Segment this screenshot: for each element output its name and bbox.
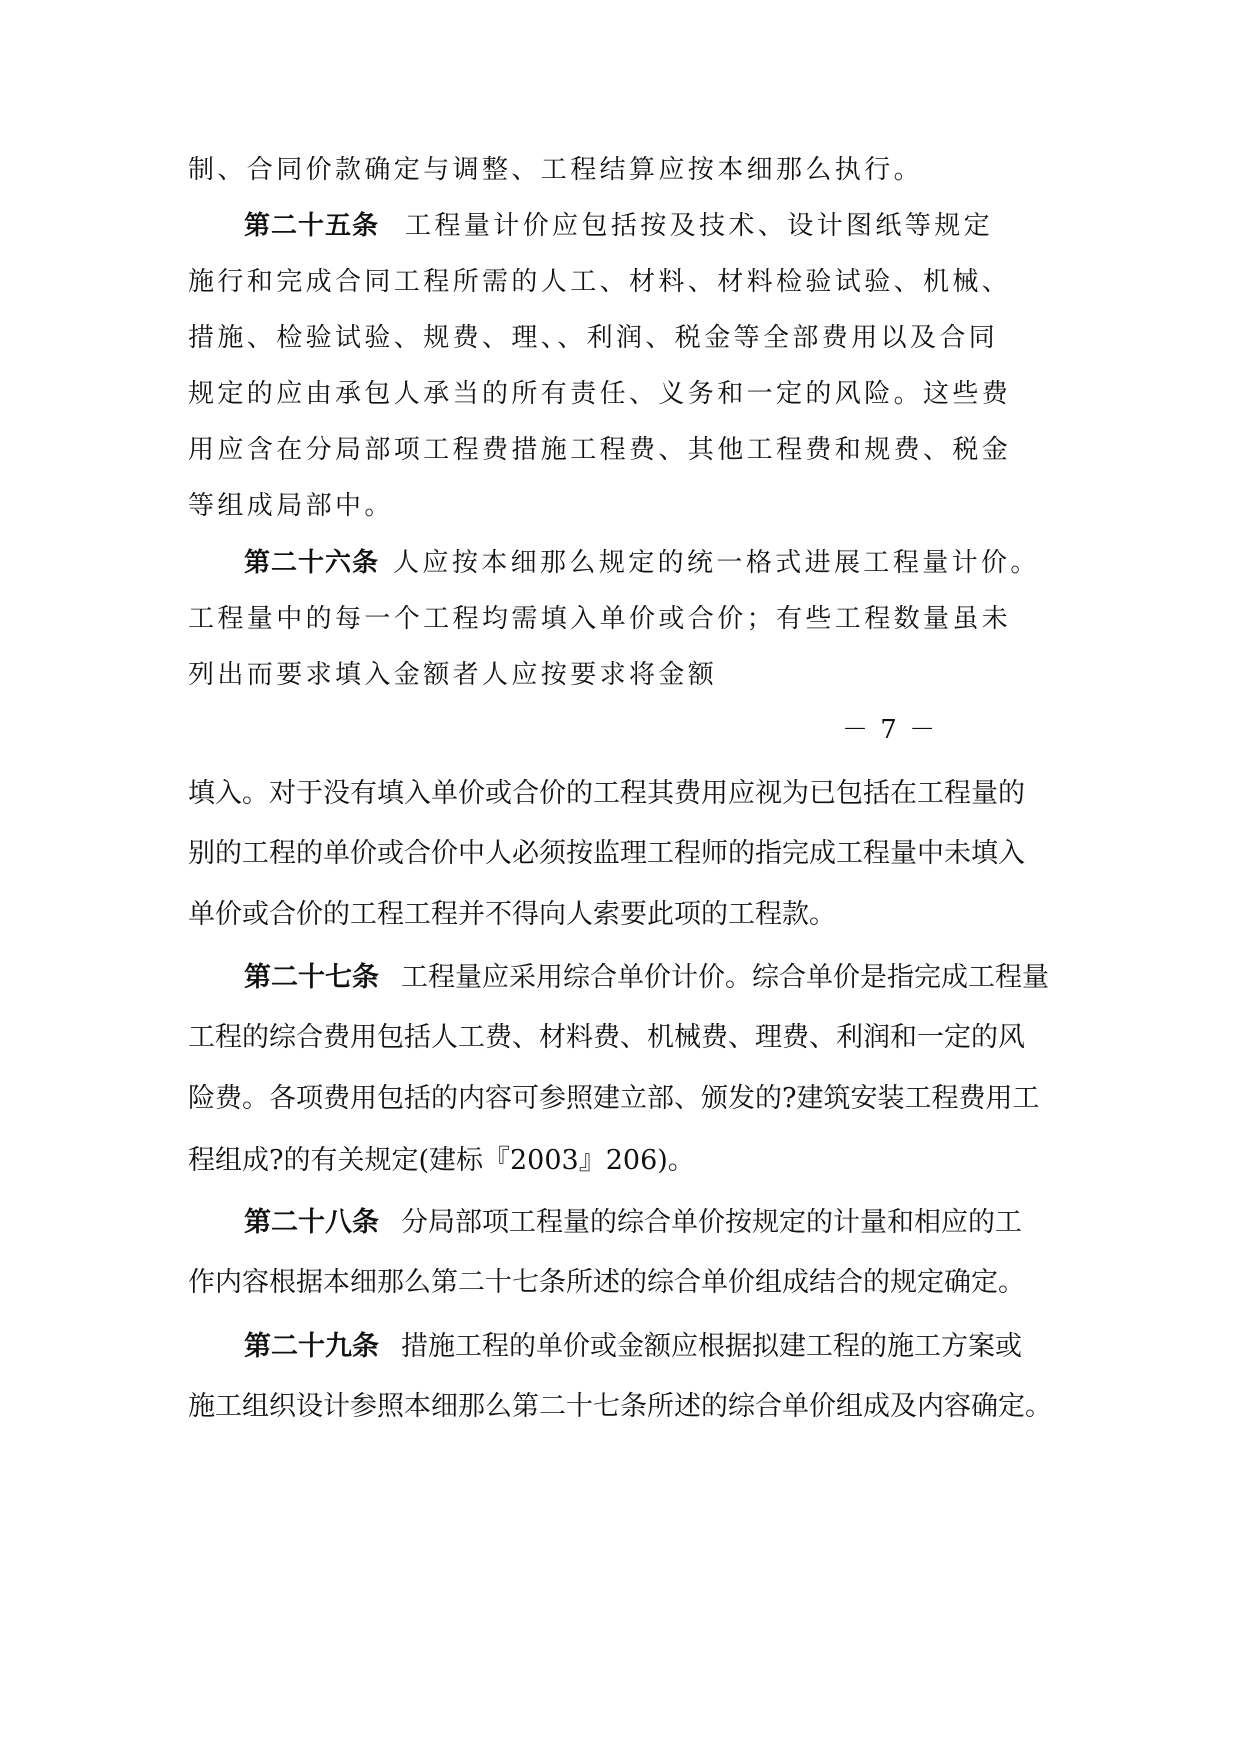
article-28-text: 分局部项工程量的综合单价按规定的计量和相应的工 (401, 1207, 1022, 1238)
paragraph-line: 等组成局部中。 (188, 491, 394, 521)
paragraph-line: 规定的应由承包人承当的所有责任、义务和一定的风险。这些费 (188, 379, 1012, 409)
paragraph-line: 别的工程的单价或合价中人必须按监理工程师的指完成工程量中未填入 (188, 838, 1025, 869)
article-25-first-line (244, 206, 1124, 246)
paragraph-line: 施工组织设计参照本细那么第二十七条所述的综合单价组成及内容确定。 (188, 1391, 1052, 1422)
article-27-first-line (244, 958, 1124, 998)
paragraph-line: 制、合同价款确定与调整、工程结算应按本细那么执行。 (188, 155, 924, 185)
article-28-first-line (244, 1203, 1124, 1243)
article-26-heading: 第二十六条 (244, 548, 380, 578)
article-27-heading: 第二十七条 (244, 962, 379, 993)
article-25-text: 工程量计价应包括按及技术、设计图纸等规定 (405, 211, 994, 241)
paragraph-line: 作内容根据本细那么第二十七条所述的综合单价组成结合的规定确定。 (188, 1267, 1025, 1298)
article-29-text: 措施工程的单价或金额应根据拟建工程的施工方案或 (401, 1331, 1022, 1362)
paragraph-line: 填入。对于没有填入单价或合价的工程其费用应视为已包括在工程量的 (188, 778, 1025, 809)
paragraph-line: 工程的综合费用包括人工费、材料费、机械费、理费、利润和一定的风 (188, 1022, 1025, 1053)
article-28-heading: 第二十八条 (244, 1207, 379, 1238)
paragraph-line: 列出而要求填入金额者人应按要求将金额 (188, 660, 718, 690)
paragraph-line: 程组成?的有关规定(建标『2003』206)。 (188, 1145, 695, 1176)
article-29-first-line (244, 1327, 1124, 1367)
paragraph-line: 用应含在分局部项工程费措施工程费、其他工程费和规费、税金 (188, 435, 1012, 465)
article-26-text: 人应按本细那么规定的统一格式进展工程量计价。 (393, 548, 1040, 578)
paragraph-line: 工程量中的每一个工程均需填入单价或合价；有些工程数量虽未 (188, 604, 1012, 634)
article-29-heading: 第二十九条 (244, 1331, 379, 1362)
paragraph-line: 措施、检验试验、规费、理、、利润、税金等全部费用以及合同 (188, 323, 999, 353)
paragraph-line: 单价或合价的工程工程并不得向人索要此项的工程款。 (188, 899, 836, 930)
article-25-heading: 第二十五条 (244, 211, 380, 241)
article-27-text: 工程量应采用综合单价计价。综合单价是指完成工程量 (401, 962, 1049, 993)
page-number: － 7 － (842, 715, 938, 745)
paragraph-line: 施行和完成合同工程所需的人工、材料、材料检验试验、机械、 (188, 267, 1012, 297)
paragraph-line: 险费。各项费用包括的内容可参照建立部、颁发的?建筑安装工程费用工 (188, 1083, 1040, 1114)
article-26-first-line (244, 543, 1124, 583)
